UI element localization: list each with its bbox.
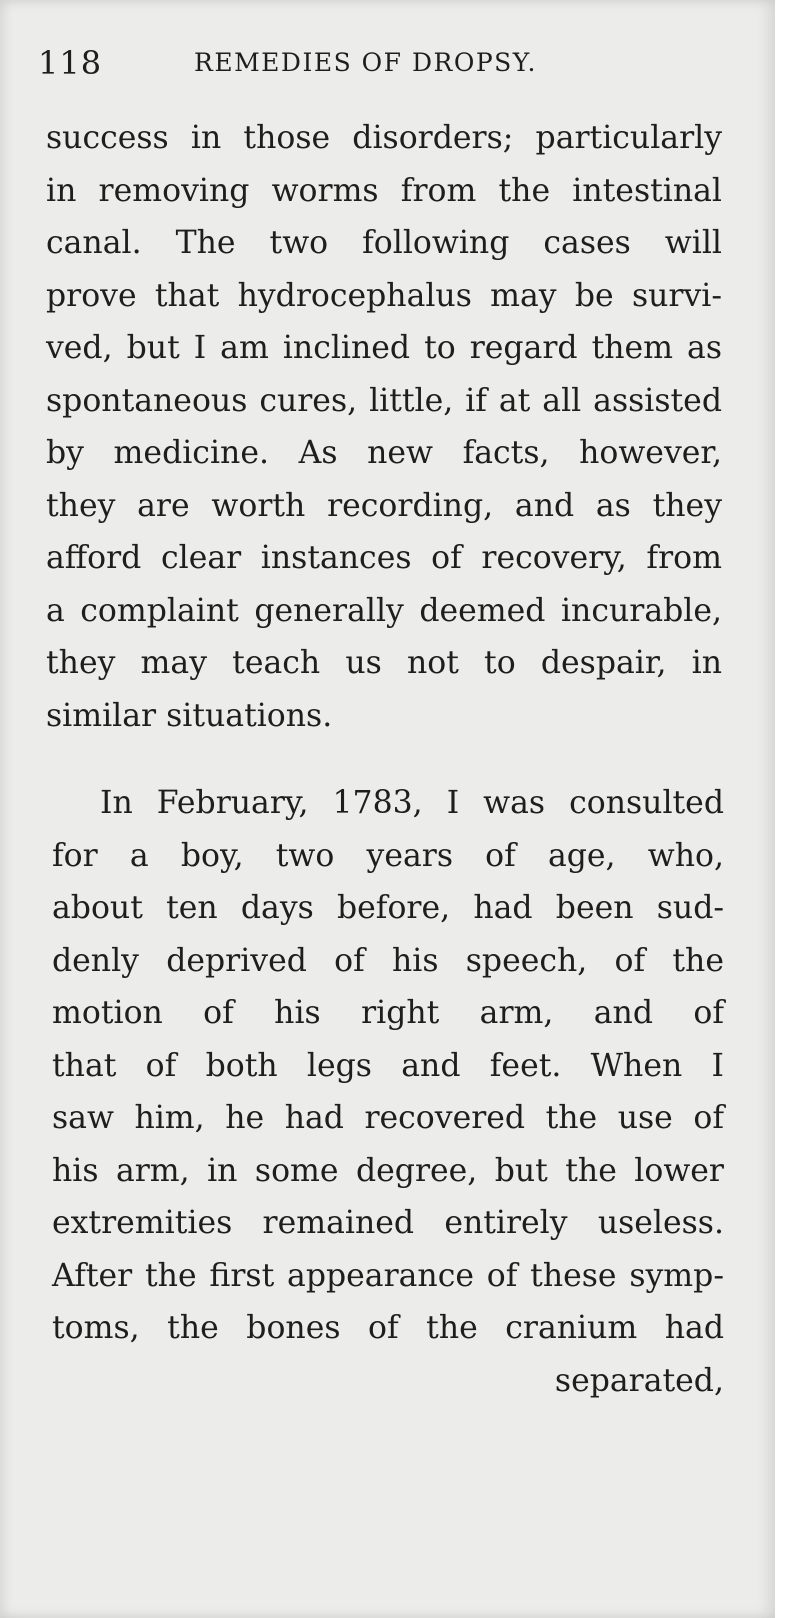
paragraph-2 [52,777,724,1407]
text-line: a complaint generally deemed incurable, [46,592,722,629]
running-head [38,44,738,84]
page-number: 118 [38,44,103,82]
paragraph-1 [46,112,722,742]
text-line: they may teach us not to despair, in [46,645,722,681]
running-title: REMEDIES OF DROPSY. [194,48,537,77]
text-line: by medicine. As new facts, however, [46,435,722,471]
catchword: separated, [554,1362,724,1399]
text-line: toms, the bones of the cranium had [52,1310,724,1346]
text-line: denly deprived of his speech, of the [52,942,724,979]
scan-margin [775,0,800,1618]
text-line: After the first appearance of these symp- [52,1257,724,1294]
text-line: extremities remained entirely useless. [52,1205,724,1241]
text-line: ved, but I am inclined to regard them as [46,330,722,366]
text-line: spontaneous cures, little, if at all assisted [46,382,722,419]
text-line: about ten days before, had been sud- [52,890,724,926]
text-line: canal. The two following cases will [46,225,722,261]
text-line: success in those disorders; particularly [46,120,722,156]
text-line: they are worth recording, and as they [46,487,722,524]
text-line: In February, 1783, I was consulted [100,785,724,821]
text-line: afford clear instances of recovery, from [46,540,722,576]
text-line: saw him, he had recovered the use of [52,1100,724,1136]
text-line: in removing worms from the intestinal [46,172,722,209]
text-line: similar situations. [46,697,333,734]
text-line: prove that hydrocephalus may be survi- [46,277,722,314]
text-line: that of both legs and feet. When I [52,1047,724,1084]
text-line: his arm, in some degree, but the lower [52,1152,724,1189]
text-line: for a boy, two years of age, who, [52,837,724,874]
text-line: motion of his right arm, and of [52,995,724,1031]
